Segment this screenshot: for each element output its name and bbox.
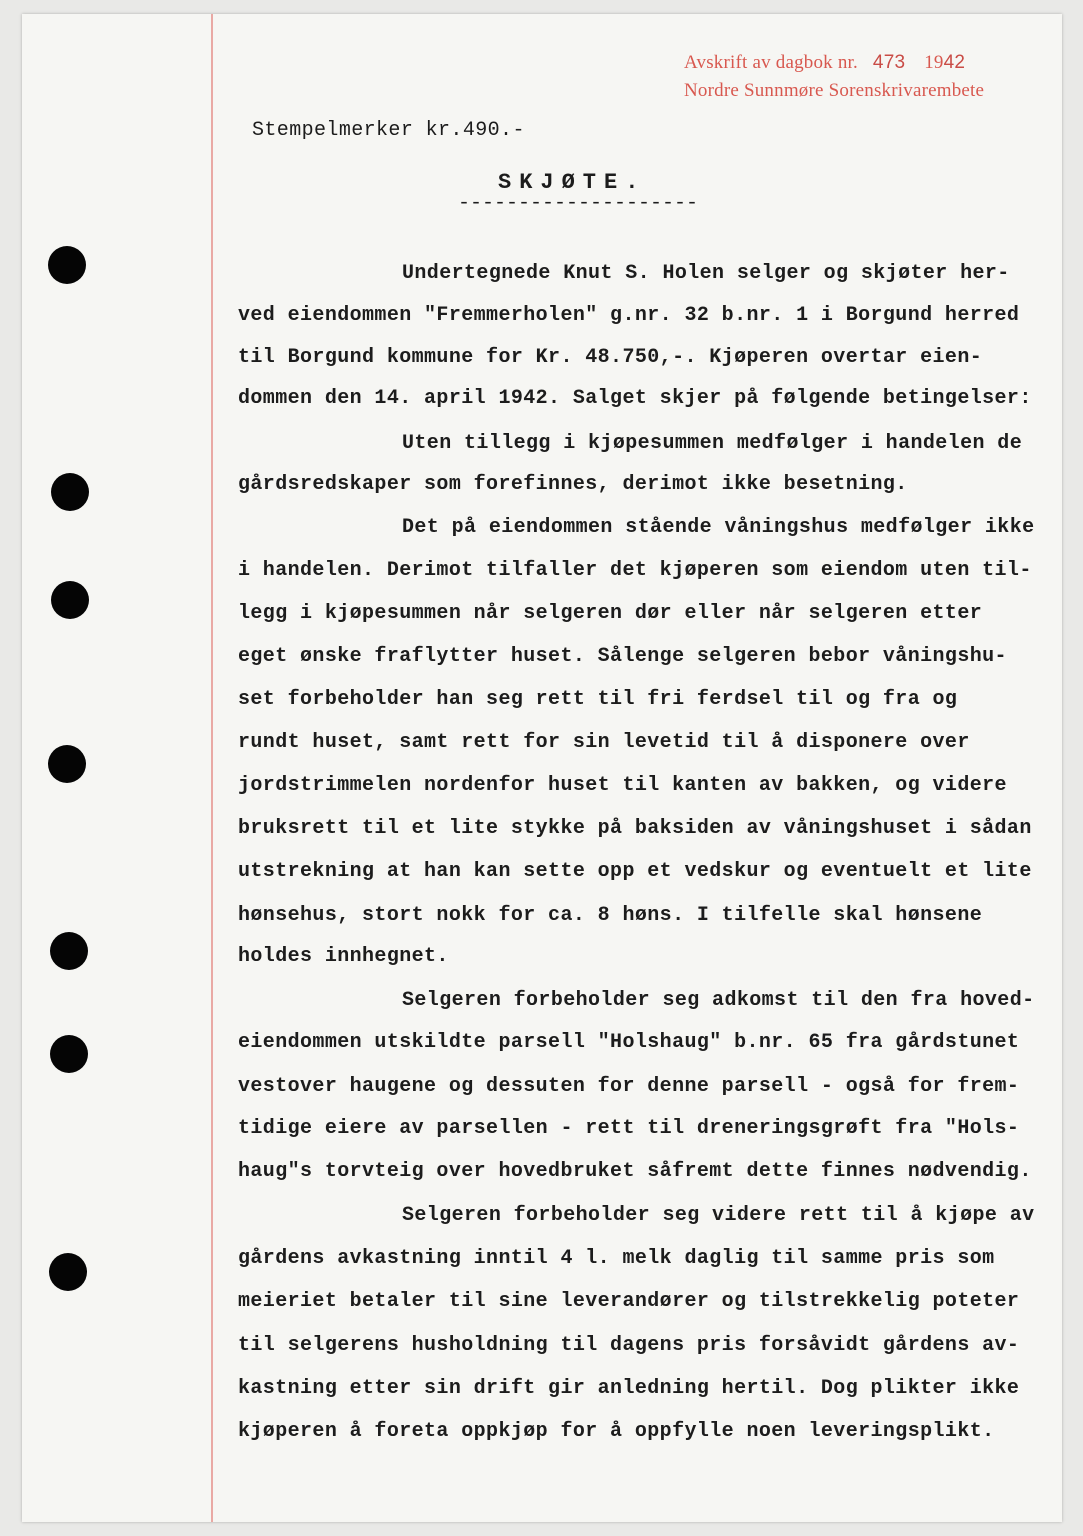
title-underline: -------------------- (458, 192, 699, 215)
document-line: dommen den 14. april 1942. Salget skjer på følgende betingelser: (238, 387, 1032, 410)
document-line: legg i kjøpesummen når selgeren dør eller når selgeren etter (238, 602, 983, 625)
document-line: kastning etter sin drift gir anledning hertil. Dog plikter ikke (238, 1377, 1020, 1400)
document-line: i handelen. Derimot tilfaller det kjøperen som eiendom uten til- (238, 559, 1032, 582)
stamp-number: 473 (872, 52, 906, 73)
document-line: tidige eiere av parsellen - rett til dreneringsgrøft fra "Hols- (238, 1117, 1020, 1140)
document-page (22, 14, 1062, 1522)
document-line: Selgeren forbeholder seg videre rett til å kjøpe av (402, 1204, 1035, 1227)
stamp-fee: Stempelmerker kr.490.- (252, 119, 525, 142)
document-line: til selgerens husholdning til dagens pris forsåvidt gårdens av- (238, 1334, 1020, 1357)
document-line: ved eiendommen "Fremmerholen" g.nr. 32 b.nr. 1 i Borgund herred (238, 304, 1020, 327)
document-line: kjøperen å foreta oppkjøp for å oppfylle noen leveringsplikt. (238, 1420, 995, 1443)
registry-stamp-line-2 (684, 80, 984, 102)
punch-hole-4 (48, 745, 86, 783)
document-line: Selgeren forbeholder seg adkomst til den fra hoved- (402, 989, 1035, 1012)
document-line: til Borgund kommune for Kr. 48.750,-. Kjøperen overtar eien- (238, 346, 983, 369)
document-title: SKJØTE. (498, 170, 647, 195)
stamp-year-prefix: 19 (924, 52, 944, 73)
document-line: Undertegnede Knut S. Holen selger og skjøter her- (402, 262, 1010, 285)
stamp-year-suffix: 42 (943, 52, 966, 73)
document-line: gårdens avkastning inntil 4 l. melk daglig til samme pris som (238, 1247, 995, 1270)
document-line: utstrekning at han kan sette opp et vedskur og eventuelt et lite (238, 860, 1032, 883)
document-line: set forbeholder han seg rett til fri ferdsel til og fra og (238, 688, 958, 711)
punch-hole-6 (50, 1035, 88, 1073)
document-line: eiendommen utskildte parsell "Holshaug" b.nr. 65 fra gårdstunet (238, 1031, 1020, 1054)
document-line: rundt huset, samt rett for sin levetid til å disponere over (238, 731, 970, 754)
punch-hole-5 (50, 932, 88, 970)
document-line: vestover haugene og dessuten for denne parsell - også for frem- (238, 1075, 1020, 1098)
punch-hole-3 (51, 581, 89, 619)
document-line: holdes innhegnet. (238, 945, 449, 968)
document-line: eget ønske fraflytter huset. Sålenge selgeren bebor våningshu- (238, 645, 1007, 668)
punch-hole-7 (49, 1253, 87, 1291)
document-line: bruksrett til et lite stykke på baksiden av våningshuset i sådan (238, 817, 1032, 840)
stamp-prefix: Avskrift av dagbok nr. (684, 52, 858, 73)
stamp-office: Nordre Sunnmøre Sorenskrivarembete (684, 80, 985, 101)
document-line: Det på eiendommen stående våningshus medfølger ikke (402, 516, 1035, 539)
registry-stamp-line-1 (684, 52, 965, 74)
punch-hole-2 (51, 473, 89, 511)
punch-hole-1 (48, 246, 86, 284)
document-line: jordstrimmelen nordenfor huset til kanten av bakken, og videre (238, 774, 1007, 797)
document-line: gårdsredskaper som forefinnes, derimot ikke besetning. (238, 473, 908, 496)
red-margin-line (211, 14, 213, 1522)
document-line: haug"s torvteig over hovedbruket såfremt dette finnes nødvendig. (238, 1160, 1032, 1183)
document-line: Uten tillegg i kjøpesummen medfølger i handelen de (402, 432, 1023, 455)
document-line: meieriet betaler til sine leverandører og tilstrekkelig poteter (238, 1290, 1020, 1313)
document-line: hønsehus, stort nokk for ca. 8 høns. I tilfelle skal hønsene (238, 904, 983, 927)
